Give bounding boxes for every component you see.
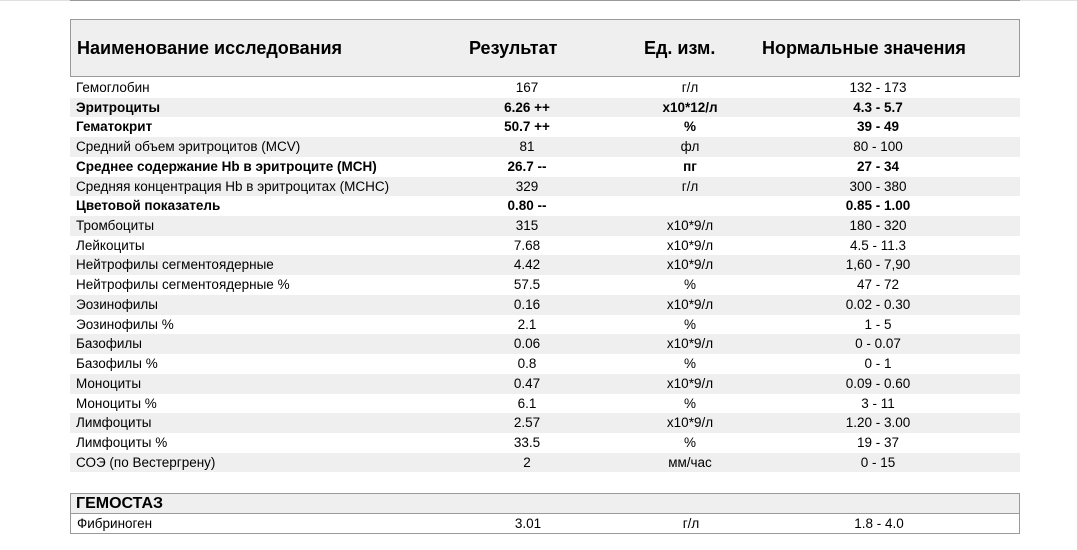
table-row: [70, 236, 1020, 256]
test-result: 0.8: [517, 356, 537, 372]
test-name: Моноциты: [76, 375, 142, 391]
test-name: Лимфоциты: [76, 415, 152, 431]
test-norm: 300 - 380: [849, 178, 907, 194]
table-row: [70, 354, 1020, 374]
test-result: 2.1: [517, 316, 537, 332]
header-result: Результат: [469, 38, 558, 58]
test-norm: 4.3 - 5.7: [853, 99, 903, 115]
test-result: 57.5: [513, 277, 541, 293]
table-row: [70, 275, 1020, 295]
test-norm: 1,60 - 7,90: [845, 257, 911, 273]
table-row: [70, 413, 1020, 433]
test-norm: 1.8 - 4.0: [854, 516, 904, 531]
table-row: [70, 177, 1020, 197]
test-unit: %: [683, 395, 696, 411]
hemostasis-title: ГЕМОСТАЗ: [71, 494, 1019, 514]
test-unit: %: [683, 119, 696, 135]
table-row: [70, 196, 1020, 216]
test-unit: г/л: [682, 516, 700, 531]
test-unit: x10*12/л: [662, 99, 718, 115]
top-divider: [70, 0, 1020, 1]
test-norm: 1 - 5: [864, 316, 892, 332]
test-norm: 39 - 49: [856, 119, 900, 135]
test-name: Моноциты %: [76, 395, 157, 411]
hemostasis-section: [70, 493, 1020, 534]
test-result: 315: [515, 218, 539, 234]
test-unit: x10*9/л: [666, 336, 714, 352]
test-unit: x10*9/л: [666, 218, 714, 234]
test-norm: 27 - 34: [856, 158, 900, 174]
table-row: [70, 78, 1020, 98]
test-norm: 0 - 0.07: [855, 336, 901, 352]
table-row: [70, 117, 1020, 137]
table-header: [70, 19, 1020, 77]
test-result: 329: [515, 178, 539, 194]
results-table: [70, 78, 1020, 472]
test-result: 81: [519, 139, 535, 155]
test-norm: 19 - 37: [856, 434, 900, 450]
test-unit: г/л: [681, 80, 699, 95]
test-norm: 0 - 15: [860, 454, 896, 470]
test-result: 2: [523, 454, 531, 470]
test-name: Базофилы %: [76, 356, 158, 372]
table-row: [70, 394, 1020, 414]
test-name: Гематокрит: [76, 119, 153, 135]
table-row: [71, 514, 1019, 534]
test-name: Эозинофилы: [76, 296, 158, 312]
test-name: Лимфоциты %: [76, 434, 168, 450]
test-name: Лейкоциты: [76, 237, 145, 253]
test-name: Нейтрофилы сегментоядерные %: [76, 277, 290, 293]
test-result: 167: [515, 80, 539, 95]
test-norm: 47 - 72: [856, 277, 900, 293]
test-result: 6.26 ++: [504, 99, 550, 115]
test-name: Базофилы: [76, 336, 142, 352]
test-result: 3.01: [514, 516, 542, 531]
test-name: Средняя концентрация Hb в эритроцитах (MCHC): [76, 178, 390, 194]
test-unit: x10*9/л: [666, 257, 714, 273]
table-row: [70, 137, 1020, 157]
test-result: 0.16: [513, 296, 541, 312]
test-name: Эозинофилы %: [76, 316, 174, 332]
test-norm: 4.5 - 11.3: [849, 237, 907, 253]
test-result: 0.47: [513, 375, 541, 391]
test-name: Нейтрофилы сегментоядерные: [76, 257, 274, 273]
test-norm: 1.20 - 3.00: [845, 415, 911, 431]
test-norm: 0.02 - 0.30: [845, 296, 911, 312]
test-unit: x10*9/л: [666, 237, 714, 253]
test-name: Гемоглобин: [76, 80, 150, 95]
test-name: СОЭ (по Вестергрену): [76, 454, 216, 470]
test-result: 0.80 --: [507, 198, 547, 214]
table-row: [70, 374, 1020, 394]
test-norm: 3 - 11: [861, 395, 895, 411]
test-unit: x10*9/л: [666, 375, 714, 391]
test-unit: %: [683, 316, 696, 332]
test-norm: 132 - 173: [849, 80, 907, 95]
test-norm: 180 - 320: [849, 218, 907, 234]
test-unit: пг: [683, 158, 697, 174]
test-name: Фибриноген: [77, 516, 153, 531]
test-unit: мм/час: [668, 454, 712, 470]
table-row: [70, 157, 1020, 177]
test-norm: 0 - 1: [864, 356, 892, 372]
header-norm: Нормальные значения: [762, 38, 966, 58]
table-row: [70, 453, 1020, 473]
test-unit: x10*9/л: [666, 296, 714, 312]
test-result: 50.7 ++: [504, 119, 550, 135]
table-row: [70, 433, 1020, 453]
test-name: Цветовой показатель: [76, 198, 221, 214]
table-row: [70, 255, 1020, 275]
test-result: 6.1: [517, 395, 537, 411]
test-unit: фл: [680, 139, 700, 155]
table-row: [70, 216, 1020, 236]
test-name: Эритроциты: [76, 99, 160, 115]
test-unit: %: [683, 356, 696, 372]
test-unit: г/л: [681, 178, 699, 194]
test-result: 26.7 --: [507, 158, 547, 174]
test-result: 7.68: [513, 237, 541, 253]
test-name: Тромбоциты: [76, 218, 155, 234]
table-row: [70, 98, 1020, 118]
table-row: [70, 295, 1020, 315]
table-row: [70, 315, 1020, 335]
test-unit: x10*9/л: [666, 415, 714, 431]
test-unit: %: [683, 434, 696, 450]
test-name: Средний объем эритроцитов (MCV): [76, 139, 301, 155]
test-norm: 0.85 - 1.00: [845, 198, 911, 214]
test-norm: 0.09 - 0.60: [845, 375, 911, 391]
test-norm: 80 - 100: [853, 139, 903, 155]
test-result: 2.57: [513, 415, 541, 431]
test-result: 33.5: [513, 434, 541, 450]
header-unit: Ед. изм.: [644, 38, 716, 58]
test-name: Среднее содержание Hb в эритроците (MCH): [76, 158, 377, 174]
table-row: [70, 334, 1020, 354]
test-result: 4.42: [513, 257, 541, 273]
test-unit: %: [683, 277, 696, 293]
header-name: Наименование исследования: [77, 38, 343, 58]
test-result: 0.06: [513, 336, 541, 352]
